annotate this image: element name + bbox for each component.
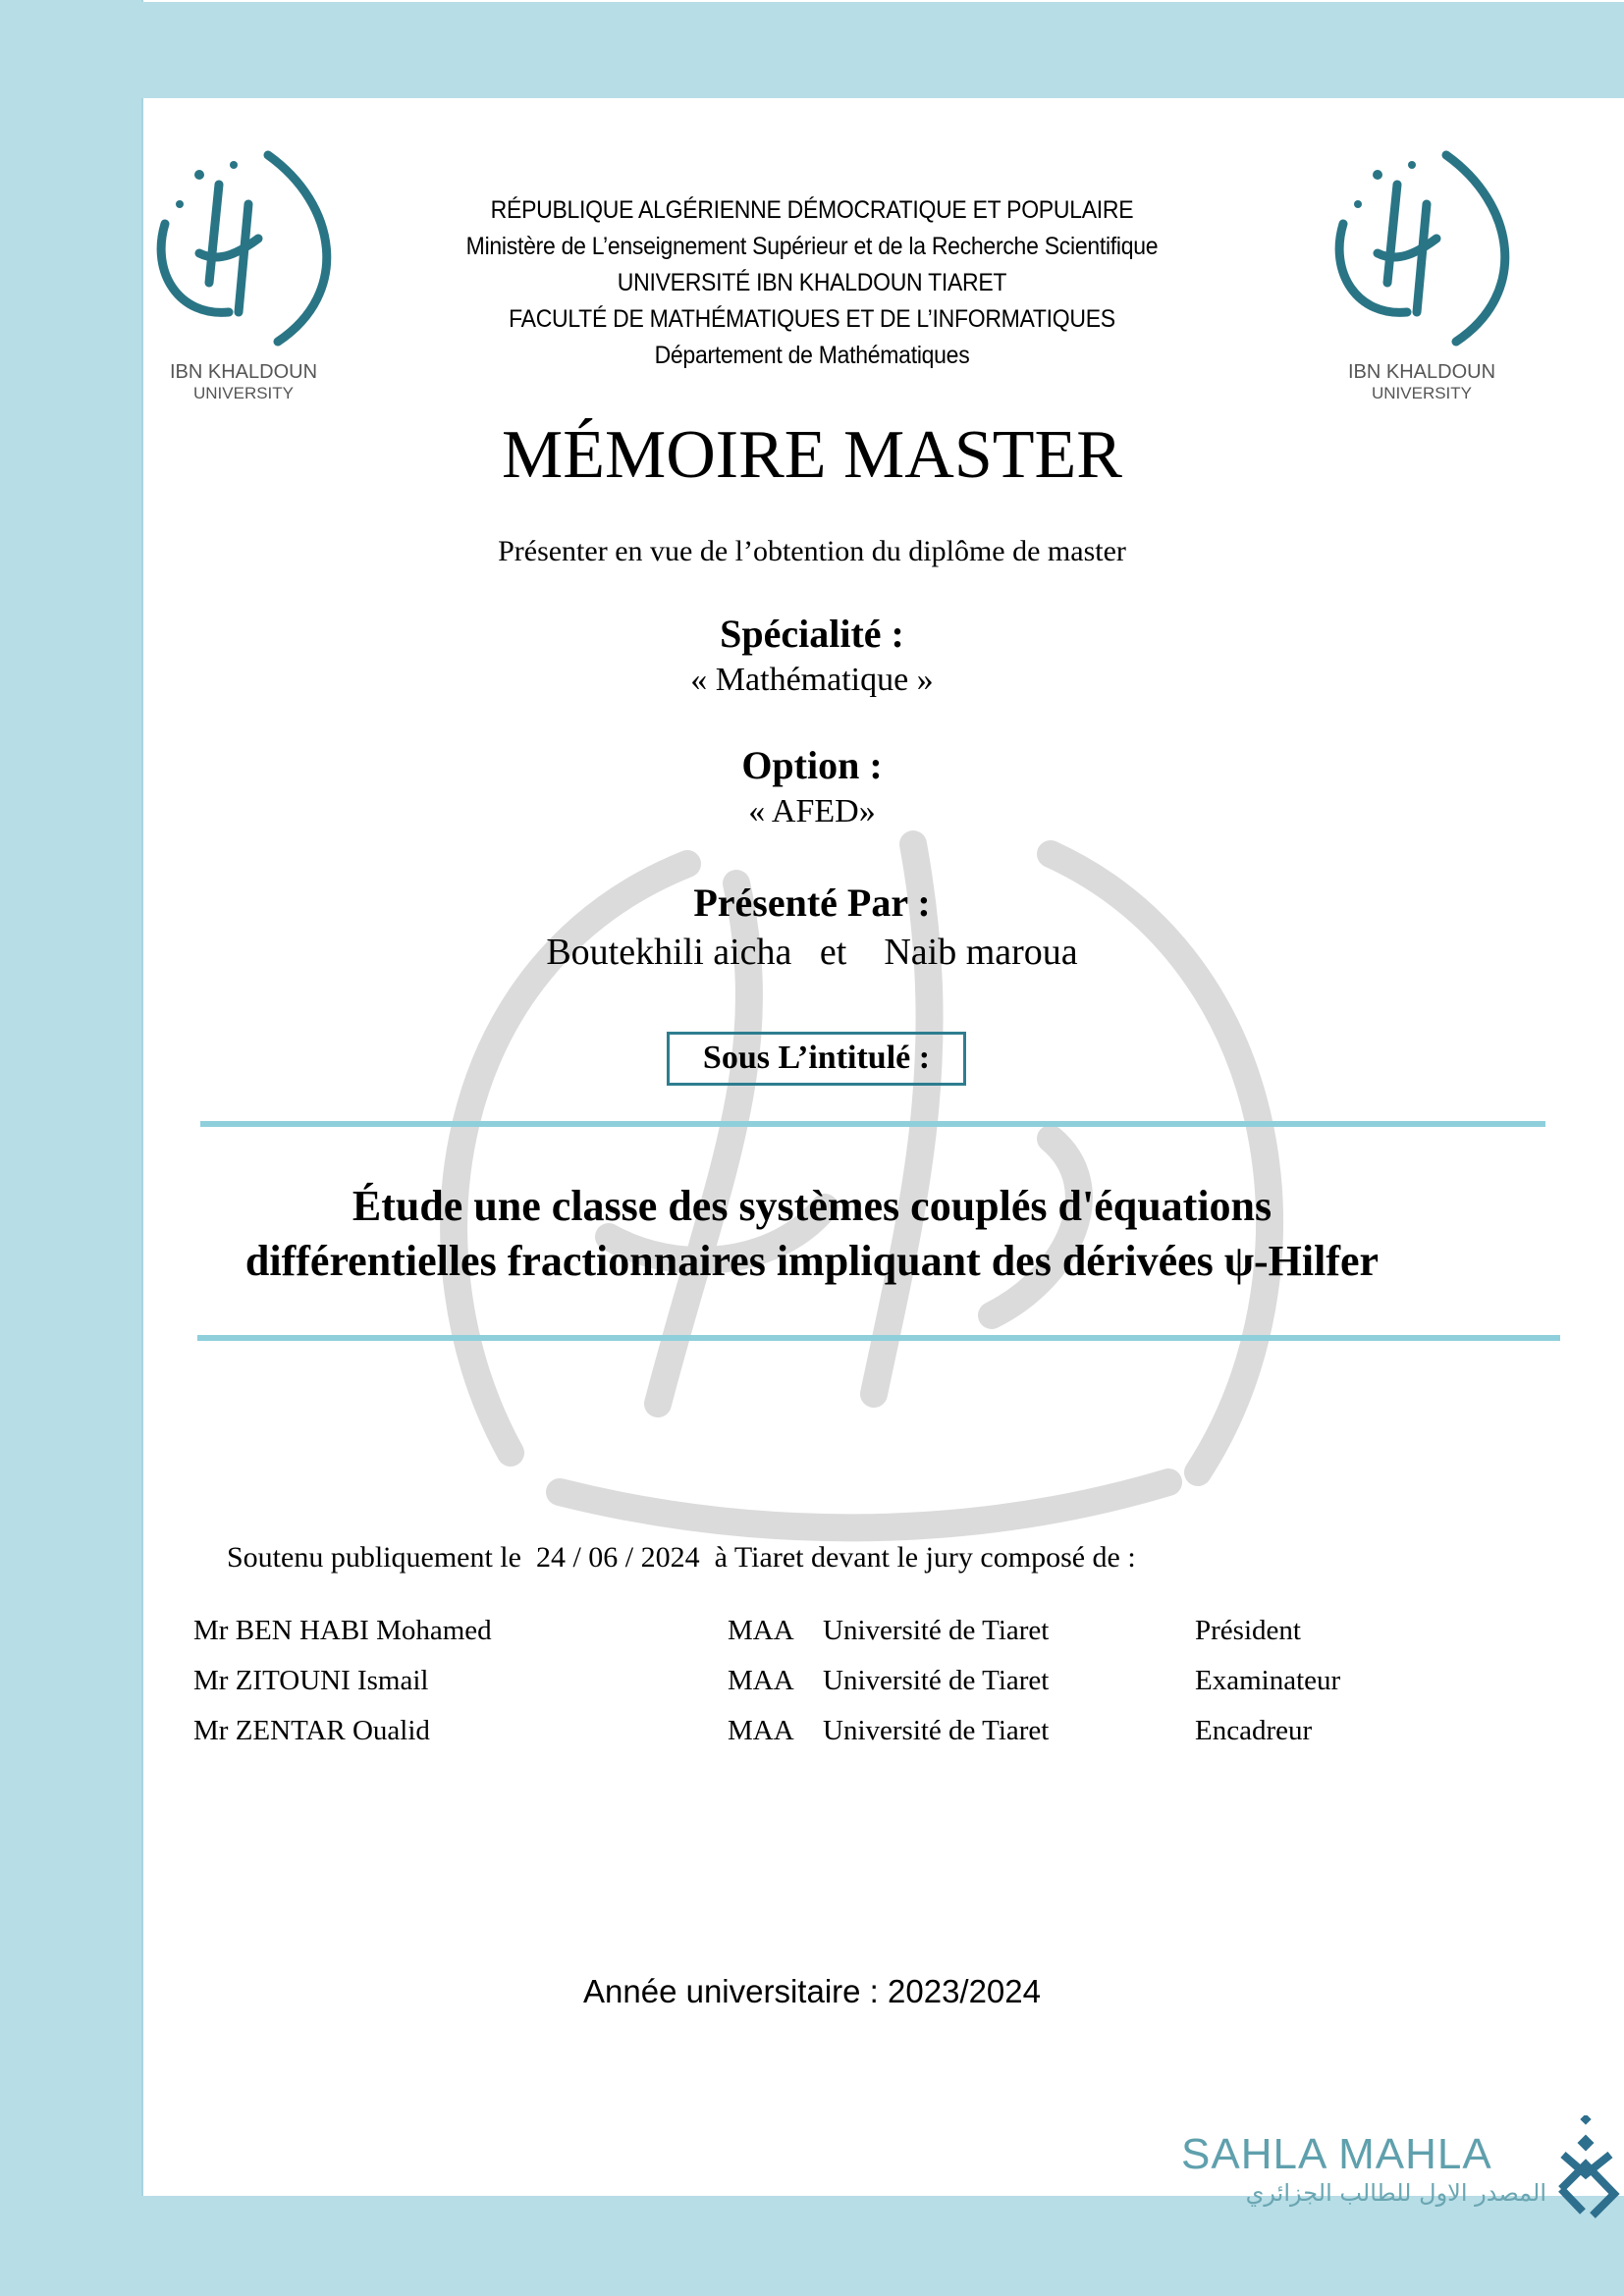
jury-grade: MAA (728, 1665, 794, 1696)
logo-sub: UNIVERSITY (1371, 384, 1473, 402)
academic-year: Année universitaire : 2023/2024 (583, 1973, 1041, 2009)
defense-suffix: à Tiaret devant le jury composé de : (714, 1541, 1136, 1574)
jury-grade: MAA (728, 1615, 794, 1646)
title-rule-top (200, 1121, 1545, 1127)
jury-role: Encadreur (1195, 1715, 1313, 1746)
logo-name: IBN KHALDOUN (169, 361, 318, 383)
header-department: Département de Mathématiques (654, 342, 970, 369)
brand-name: SAHLA MAHLA (1181, 2130, 1492, 2178)
jury-grade: MAA (728, 1715, 794, 1746)
header-republic: RÉPUBLIQUE ALGÉRIENNE DÉMOCRATIQUE ET POPULAIRE (490, 196, 1134, 224)
specialite-value: « Mathématique » (690, 662, 934, 698)
header-university: UNIVERSITÉ IBN KHALDOUN TIARET (617, 269, 1007, 296)
jury-institution: Université de Tiaret (823, 1615, 1050, 1646)
header-ministry: Ministère de L’enseignement Supérieur et de la Recherche Scientifique (465, 233, 1159, 260)
author-2: Naib maroua (884, 932, 1078, 973)
title-rule-bottom (197, 1335, 1560, 1341)
document-subtitle: Présenter en vue de l’obtention du diplôme de master (498, 535, 1126, 567)
defense-prefix: Soutenu publiquement le (227, 1541, 521, 1574)
jury-institution: Université de Tiaret (823, 1715, 1050, 1746)
logo-name: IBN KHALDOUN (1347, 361, 1496, 383)
authors (141, 931, 1483, 974)
jury-name: Mr ZENTAR Oualid (193, 1715, 430, 1746)
thesis-title-line-1: Étude une classe des systèmes couplés d'équations (352, 1182, 1272, 1230)
document-title: MÉMOIRE MASTER (502, 417, 1122, 493)
logo-sub: UNIVERSITY (192, 384, 295, 402)
author-1: Boutekhili aicha (546, 932, 792, 973)
jury-role: Examinateur (1195, 1665, 1341, 1696)
specialite-label: Spécialité : (720, 612, 904, 656)
option-value: « AFED» (748, 793, 876, 829)
intitule-label: Sous L’intitulé : (702, 1040, 931, 1076)
jury-name: Mr ZITOUNI Ismail (193, 1665, 429, 1696)
top-decorative-band (141, 2, 1624, 98)
defense-statement (227, 1541, 1136, 1575)
jury-institution: Université de Tiaret (823, 1665, 1050, 1696)
presented-by-label: Présenté Par : (693, 881, 931, 925)
left-decorative-bar (0, 0, 143, 2296)
sahla-mahla-logo (1178, 2130, 1624, 2218)
defense-date: 24 / 06 / 2024 (535, 1541, 700, 1574)
jury-role: Président (1195, 1615, 1301, 1646)
header-faculty: FACULTÉ DE MATHÉMATIQUES ET DE L’INFORMATIQUES (509, 305, 1115, 333)
sahla-mahla-emblem-icon (1553, 2115, 1622, 2223)
intitule-box (667, 1032, 966, 1086)
authors-conjunction: et (819, 932, 847, 973)
jury-name: Mr BEN HABI Mohamed (193, 1615, 492, 1646)
brand-tagline: المصدر الاول للطالب الجزائري (1245, 2179, 1546, 2207)
option-label: Option : (741, 743, 883, 787)
thesis-title-line-2: différentielles fractionnaires impliquant des dérivées ψ-Hilfer (244, 1237, 1380, 1285)
